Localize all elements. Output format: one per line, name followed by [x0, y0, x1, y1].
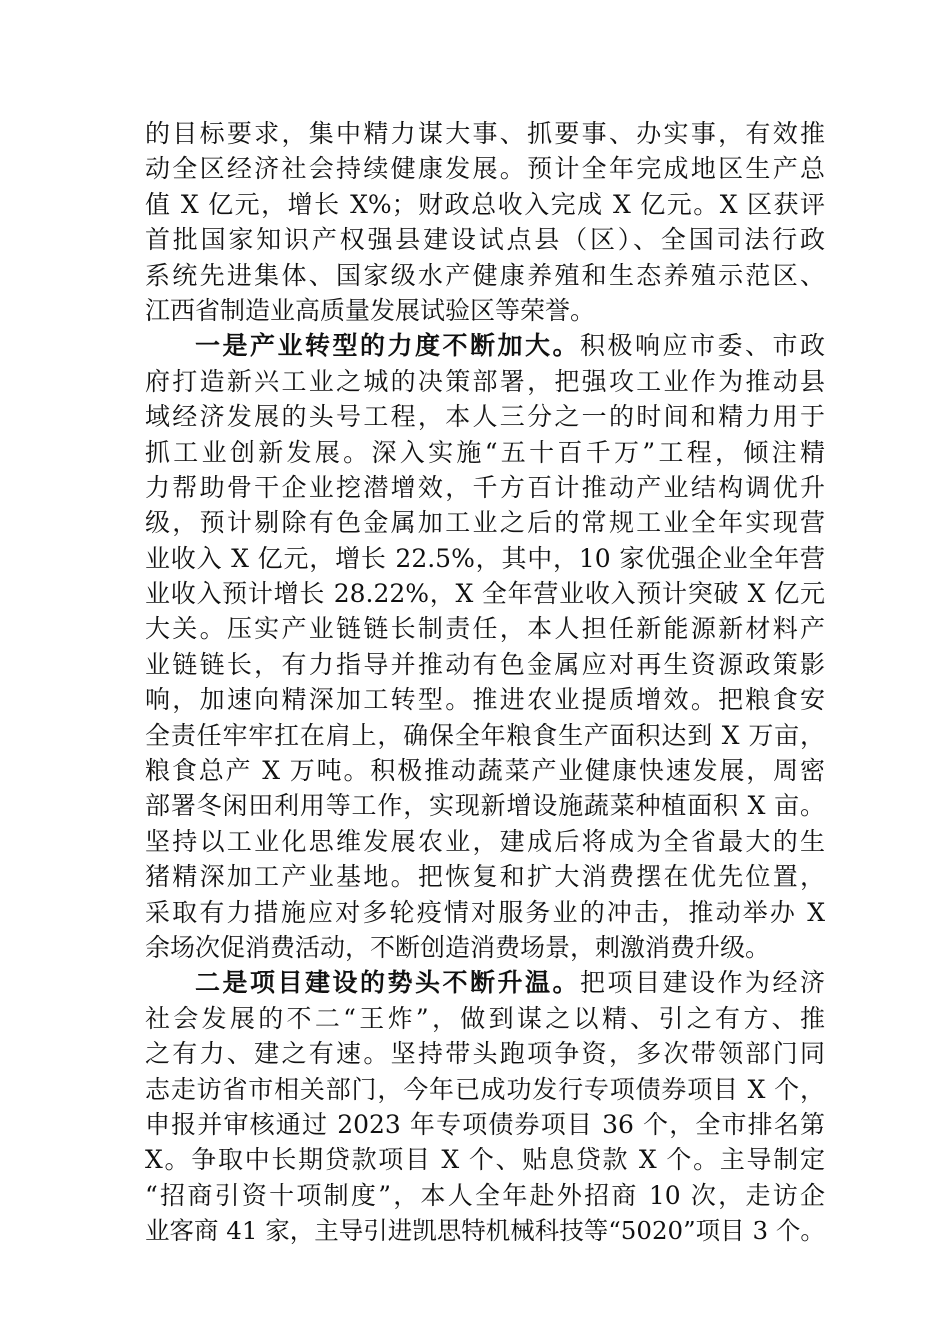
text-line: 余场次促消费活动，不断创造消费场景，刺激消费升级。	[145, 932, 771, 962]
text-line: 社会发展的不二“王炸”，做到谋之以精、引之有方、推	[145, 1003, 825, 1033]
document-body	[145, 116, 825, 1249]
text-line: 志走访省市相关部门，今年已成功发行专项债券项目 X 个，	[145, 1074, 825, 1104]
text-line: 业链链长，有力指导并推动有色金属应对再生资源政策影	[145, 649, 825, 679]
paragraph-summary	[145, 116, 825, 328]
text-line: 采取有力措施应对多轮疫情对服务业的冲击，推动举办 X	[145, 897, 825, 927]
text-line: X。争取中长期贷款项目 X 个、贴息贷款 X 个。主导制定	[145, 1145, 825, 1175]
text-line: 粮食总产 X 万吨。积极推动蔬菜产业健康快速发展，周密	[145, 756, 825, 786]
text-line: 抓工业创新发展。深入实施“五十百千万”工程，倾注精	[145, 437, 825, 467]
text-span: 把项目建设作为经济	[579, 968, 825, 998]
text-line: 域经济发展的头号工程，本人三分之一的时间和精力用于	[145, 402, 825, 432]
paragraph-heading: 二是项目建设的势头不断升温。	[195, 968, 580, 998]
text-line: 级，预计剔除有色金属加工业之后的常规工业全年实现营	[145, 508, 825, 538]
text-line: “招商引资十项制度”，本人全年赴外招商 10 次，走访企	[145, 1180, 825, 1210]
text-line: 力帮助骨干企业挖潜增效，千方百计推动产业结构调优升	[145, 472, 825, 502]
text-line: 部署冬闲田利用等工作，实现新增设施蔬菜种植面积 X 亩。	[145, 791, 825, 821]
paragraph-projects	[145, 965, 825, 1248]
paragraph-heading: 一是产业转型的力度不断加大。	[195, 331, 580, 361]
text-line: 申报并审核通过 2023 年专项债券项目 36 个，全市排名第	[145, 1109, 825, 1139]
text-line: 值 X 亿元，增长 X%；财政总收入完成 X 亿元。X 区获评	[145, 189, 825, 219]
text-line	[145, 328, 825, 363]
text-line: 江西省制造业高质量发展试验区等荣誉。	[145, 295, 596, 325]
text-line: 之有力、建之有速。坚持带头跑项争资，多次带领部门同	[145, 1039, 825, 1069]
text-line: 业客商 41 家，主导引进凯思特机械科技等“5020”项目 3 个。	[145, 1216, 825, 1246]
text-line: 首批国家知识产权强县建设试点县（区）、全国司法行政	[145, 225, 825, 255]
text-line: 系统先进集体、国家级水产健康养殖和生态养殖示范区、	[145, 260, 825, 290]
text-line: 猪精深加工产业基地。把恢复和扩大消费摆在优先位置，	[145, 862, 825, 892]
text-line: 业收入 X 亿元，增长 22.5%，其中，10 家优强企业全年营	[145, 543, 825, 573]
text-line: 动全区经济社会持续健康发展。预计全年完成地区生产总	[145, 154, 825, 184]
text-line: 坚持以工业化思维发展农业，建成后将成为全省最大的生	[145, 826, 825, 856]
text-line: 响，加速向精深加工转型。推进农业提质增效。把粮食安	[145, 685, 825, 715]
text-line: 业收入预计增长 28.22%，X 全年营业收入预计突破 X 亿元	[145, 579, 825, 609]
text-line	[145, 965, 825, 1000]
text-line: 的目标要求，集中精力谋大事、抓要事、办实事，有效推	[145, 119, 825, 148]
text-line: 大关。压实产业链链长制责任，本人担任新能源新材料产	[145, 614, 825, 644]
text-span: 积极响应市委、市政	[579, 331, 825, 361]
paragraph-industry	[145, 328, 825, 965]
text-line: 全责任牢牢扛在肩上，确保全年粮食生产面积达到 X 万亩，	[145, 720, 825, 750]
text-line: 府打造新兴工业之城的决策部署，把强攻工业作为推动县	[145, 366, 825, 396]
